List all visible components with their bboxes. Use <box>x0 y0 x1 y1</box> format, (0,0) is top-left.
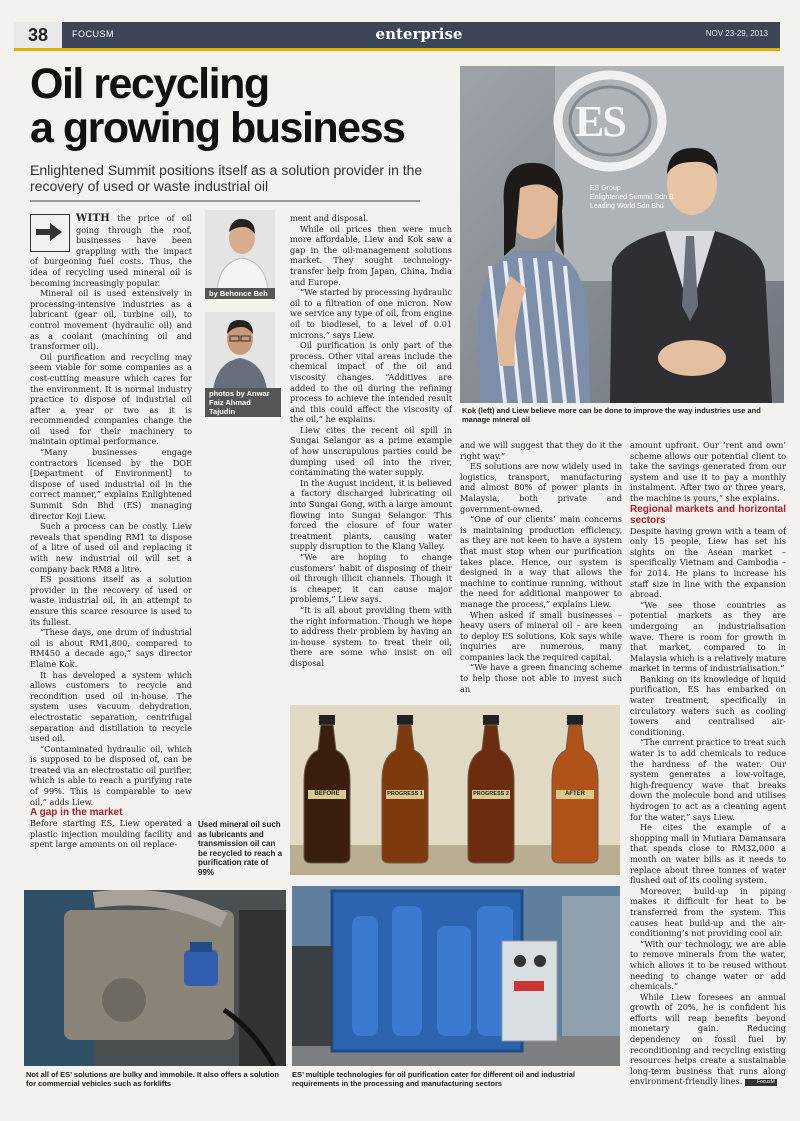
body-paragraph: When asked if small businesses – heavy users of mineral oil – are keen to deploy ES solutions, Kok says while inquiries are numerous, many companies lack the required capital. <box>460 609 622 662</box>
photographer-portrait-icon <box>205 312 275 390</box>
writer-photo <box>205 210 275 298</box>
body-paragraph: ES solutions are now widely used in logistics, transport, manufacturing and almost 80% of power plants in Malaysia, both private and government-owned. <box>460 461 622 514</box>
body-paragraph <box>630 992 786 1087</box>
body-paragraph: “With our technology, we are able to remove minerals from the water, which allows it to be reused without needing to change water or add chemicals.” <box>630 938 786 992</box>
body-paragraph: “Many businesses engage contractors licensed by the DOE [Department of Environment] to dispose of used industrial oil in the correct manner,” explains Enlightened Summit Sdn Bhd (ES) managing director Koji Liew. <box>30 447 192 521</box>
bottle-label-progress-2: PROGRESS 2 <box>473 791 509 797</box>
body-paragraph: Mineral oil is used extensively in processing-intensive industries as a lubricant (gear oil, turbine oil), to control movement (hydraulic oil) and as a coolant (machining oil and transformer oil). <box>30 288 192 352</box>
body-paragraph: Oil purification is only part of the process. Other vital areas include the chemical impact of the oil and viscosity changes. “Additives are added to the oil during the refining process to achieve the intended result and this could affect the viscosity of the oil,” he explains. <box>290 340 452 425</box>
body-paragraph: He cites the example of a shopping mall in Mutiara Damansara that spends close to RM32,000 a month on water bills as it needs to replace about three tonnes of water flushed out of its cooling system. <box>630 822 786 886</box>
body-paragraph: “We have a green financing scheme to help those not able to invest such an <box>460 662 622 694</box>
arrow-icon <box>30 214 70 252</box>
section-name: FOCUSM <box>72 29 114 39</box>
body-paragraph: Oil purification and recycling may seem viable for some companies as a cost-cutting measure which cares for the environment. It is normal industry practice to dispose of industrial oil after a year or two as it is recommended companies change the oil used for their machinery to maintain optimal performance. <box>30 351 192 447</box>
issue-date: NOV 23-29, 2013 <box>705 29 768 38</box>
body-paragraph: amount upfront. Our ‘rent and own’ scheme allows our potential client to take the savings generated from our system and use it to pay a monthly instalment. After two or three years, the machine is yours,” she explains. <box>630 440 786 503</box>
bottle-label-before: BEFORE <box>308 790 346 799</box>
subhead-regional-markets: Regional markets and horizontal sectors <box>630 503 786 526</box>
body-paragraph: Banking on its knowledge of liquid purification, ES has embarked on water treatment, specifically in circulatory waters such as cooling towers and centralised air-conditioning. <box>630 673 786 737</box>
photographer-photo <box>205 312 275 416</box>
article-column-3 <box>460 440 622 703</box>
machine-caption: ES’ multiple technologies for oil purification cater for different oil and industrial requirements in the processing and manufacturing sectors <box>292 1070 575 1088</box>
bottle-label-progress-1: PROGRESS 1 <box>387 791 423 797</box>
main-photo-caption: Kok (left) and Liew believe more can be done to improve the way industries use and manage mineral oil <box>462 406 761 424</box>
subhead-gap-in-market: A gap in the market <box>30 807 123 819</box>
body-paragraph: Moreover, build-up in piping makes it difficult for heat to be transferred from the system. This causes heat build-up and the air-conditioning’s not providing cool air. <box>630 885 786 939</box>
deck-rule <box>30 200 420 202</box>
deck: Enlightened Summit positions itself as a solution provider in the recovery of used or waste industrial oil <box>30 162 423 194</box>
headline-line-2: a growing business <box>30 104 405 152</box>
headline <box>30 62 450 150</box>
article-column-4 <box>630 440 786 1090</box>
purification-machine-photo <box>292 886 620 1066</box>
engine-photo <box>24 890 286 1066</box>
body-paragraph: “It is all about providing them with the right information. Though we hope to address their problem by having an in-house system to treat their oil, there are some who insist on oil disposal <box>290 604 452 668</box>
body-paragraph: “We see those countries as potential markets as they are undergoing an industrialisation wave. There is room for growth in that market, compared to in Malaysia which is a relatively mature market in terms of industrialisation.” <box>630 599 786 674</box>
body-paragraph: “We are hoping to change customers’ habit of disposing of their oil through illicit channels. Though it is cheaper, it can cause major problems,” Liew says. <box>290 552 452 605</box>
section-title: enterprise <box>375 25 463 43</box>
body-paragraph: It has developed a system which allows customers to recycle and recondition used oil in-house. The system uses vacuum dehydration, electrostatic separation, centrifugal separation and distillation to recycle used oil. <box>30 669 192 744</box>
photographer-byline: photos by Anwar Faiz Ahmad Tajudin <box>205 388 281 417</box>
machine-illustration <box>292 886 620 1066</box>
company-sign-subtext: ES Group Enlightened Summit Sdn B Leading World Sdn Bhd <box>590 185 674 210</box>
lead-text: the price of oil going through the roof, businesses have been grappling with the impact of burgeoning fuel costs. Thus, the idea of recycling used mineral oil is becoming increasingly popular. <box>30 213 192 288</box>
body-paragraph: “These days, one drum of industrial oil is about RM1,800, compared to RM450 a decade ago,” says director Elaine Kok. <box>30 627 192 669</box>
writer-portrait-icon <box>205 210 275 290</box>
body-paragraph: While oil prices then were much more affordable, Liew and Kok saw a gap in the oil-management solutions market. They sought technology-transfer help from Japan, China, India and Europe. <box>290 223 452 287</box>
body-paragraph: In the August incident, it is believed a factory discharged lubricating oil into Sungai Gong, with a large amount flowing into Sungai Selangor. This forced the closure of four water treatment plants, causing water supply disruption to the Klang Valley. <box>290 477 452 552</box>
headline-line-1: Oil recycling <box>30 60 269 108</box>
oil-bottles-photo <box>290 705 620 875</box>
body-paragraph: “One of our clients’ main concerns is maintaining production efficiency, as they are not keen to have a system that must stop when our purification takes place. Hence, our system is designed in a way that allows the machine to continue running, without the need for additional manpower to manage the process,” explains Liew. <box>460 514 622 609</box>
writer-byline: by Behonce Beh <box>205 288 275 299</box>
body-paragraph: ES positions itself as a solution provider in the recovery of used or waste industrial oil, in an attempt to ensure this scarce resource is used to its fullest. <box>30 574 192 627</box>
body-paragraph: Before starting ES, Liew operated a plastic injection moulding facility and spent large amounts on oil replace- <box>30 818 192 850</box>
company-sign: ES <box>575 97 625 146</box>
article-column-1 <box>30 213 192 903</box>
bottle-label-after: AFTER <box>556 790 594 799</box>
body-paragraph: ment and disposal. <box>290 213 369 223</box>
main-photo <box>460 66 784 403</box>
engine-caption: Not all of ES’ solutions are bulky and immobile. It also offers a solution for commercial vehicles such as forklifts <box>26 1070 279 1088</box>
body-paragraph: “Contaminated hydraulic oil, which is supposed to be disposed of, can be treated via an electrostatic oil purifier, which is able to reach a purifying rate of 99%. This is comparable to new oil,” adds Liew. <box>30 743 192 807</box>
page-header <box>14 22 780 51</box>
body-paragraph: “We started by processing hydraulic oil to a filtration of one micron. Now we service any type of oil, from engine oil to biodiesel, to a level of 0.01 microns,” says Liew. <box>290 287 452 340</box>
end-mark: FocusM <box>745 1079 777 1086</box>
closing-text: While Liew foresees an annual growth of 20%, he is confident his efforts will reap benefits beyond monetary gain. Reducing dependency on fossil fuel by reconditioning and recycling existing resources helps create a sustainable long-term business that runs along environment-friendly lines. <box>630 991 786 1087</box>
body-paragraph: Such a process can be costly. Liew reveals that spending RM1 to dispose of a litre of used oil and replacing it with new industrial oil will set a company back RM8 a litre. <box>30 521 192 574</box>
body-paragraph: Liew cites the recent oil spill in Sungai Selangor as a prime example of how unscrupulous parties could be dumping used oil into the river, contaminating the water supply. <box>290 424 452 478</box>
article-column-2 <box>290 213 452 703</box>
body-paragraph: Despite having grown with a team of only 15 people, Liew has set his sights on the Asean market – specifically Vietnam and Cambodia – for 2014. He plans to increase his staff size in line with the expansion abroad. <box>630 525 786 600</box>
lead-word: WITH <box>76 213 110 224</box>
lead-paragraph <box>30 213 192 288</box>
engine-illustration <box>24 890 286 1066</box>
bottles-caption: Used mineral oil such as lubricants and transmission oil can be recycled to reach a purification rate of 99% <box>198 820 283 877</box>
body-paragraph: and we will suggest that they do it the right way.” <box>460 440 622 461</box>
body-paragraph: “The current practice to treat such water is to add chemicals to reduce the hardness of the water. Our system generates a low-voltage, high-frequency wave that breaks down the molecule bond and utilises hydrogen to act as a cleaning agent for the water,” says Liew. <box>630 737 786 822</box>
page-number: 38 <box>14 22 62 48</box>
